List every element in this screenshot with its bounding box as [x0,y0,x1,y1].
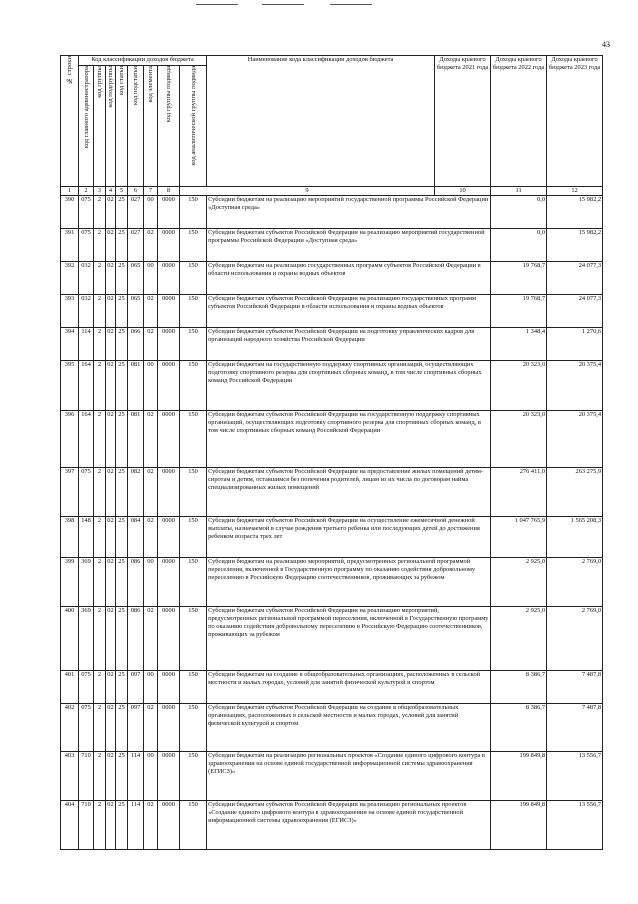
amount-2022-cell: 7 487,8 [547,671,603,704]
code-subtype-group-cell: 0000 [158,671,180,704]
code-element-cell: 00 [144,752,158,801]
code-subgroup-cell: 02 [106,196,116,229]
code-article-header: код статьи [116,66,128,187]
amount-2021-cell: 199 849,8 [491,752,547,801]
code-article-cell: 25 [116,801,128,850]
code-group-cell: 2 [94,328,106,361]
page-number: 43 [602,40,610,49]
code-subgroup-cell: 02 [106,295,116,328]
code-subgroup-cell: 02 [106,801,116,850]
amount-2022-cell: 263 275,9 [547,468,603,517]
code-analytic-group-cell: 150 [180,229,207,262]
code-group-cell: 2 [94,468,106,517]
code-element-cell: 02 [144,229,158,262]
code-admin-cell: 075 [79,704,94,752]
code-admin-cell: 075 [79,468,94,517]
code-article-cell: 25 [116,468,128,517]
code-element-cell: 02 [144,328,158,361]
table-row [61,607,603,671]
code-group-cell: 2 [94,607,106,671]
col-number: 12 [547,187,603,196]
code-subarticle-cell: 065 [128,295,144,328]
name-cell: Субсидии бюджетам субъектов Российской Федерации на подготовку управленческих кадров для организаций народного хозяйства Российской Федерации [207,328,491,361]
code-group-cell: 2 [94,262,106,295]
amount-2021-cell: 20 323,0 [491,411,547,468]
name-cell: Субсидии бюджетам на создание в общеобразовательных организациях, расположенных в сельской местности и малых городах, условий для занятий физической культурой и спортом [207,671,491,704]
name-cell: Субсидии бюджетам субъектов Российской Федерации на реализацию мероприятий государственной программы Российской Федерации «Доступная среда» [207,229,491,262]
code-admin-cell: 164 [79,411,94,468]
code-subgroup-cell: 02 [106,704,116,752]
code-article-cell: 25 [116,558,128,607]
amount-2022-cell: 13 556,7 [547,801,603,850]
table-row [61,262,603,295]
amount-2022-cell: 13 556,7 [547,752,603,801]
amount-2021-cell: 276 411,0 [491,468,547,517]
amount-2022-cell: 24 077,3 [547,262,603,295]
code-analytic-group-cell: 150 [180,411,207,468]
table-row [61,328,603,361]
code-element-cell: 02 [144,411,158,468]
name-cell: Субсидии бюджетам субъектов Российской Федерации на государственную поддержку спортивных организаций, осуществляющих подготовку спортивного резерва для спортивных сборных команд, в том числе спортивных сборных команд Российской Федерации [207,411,491,468]
code-article-cell: 25 [116,671,128,704]
code-subgroup-cell: 02 [106,361,116,411]
code-article-cell: 25 [116,196,128,229]
code-analytic-group-cell: 150 [180,262,207,295]
code-subarticle-cell: 086 [128,558,144,607]
code-subtype-group-cell: 0000 [158,361,180,411]
amount-2022-cell: 20 375,4 [547,411,603,468]
amount-2021-cell: 199 849,8 [491,801,547,850]
code-subarticle-cell: 086 [128,607,144,671]
code-analytic-group-cell: 150 [180,328,207,361]
amount-2021-cell: 20 323,0 [491,361,547,411]
code-element-cell: 00 [144,262,158,295]
code-subarticle-cell: 081 [128,361,144,411]
amount-2021-cell: 8 386,7 [491,704,547,752]
code-element-cell: 00 [144,361,158,411]
code-analytic-group-cell: 150 [180,671,207,704]
row-number-cell: 390 [61,196,79,229]
amount-2021-cell: 1 047 765,9 [491,517,547,558]
code-admin-cell: 369 [79,558,94,607]
amount-2021-cell: 2 925,0 [491,607,547,671]
code-subgroup-cell: 02 [106,671,116,704]
col-number: 6 [128,187,144,196]
code-admin-cell: 369 [79,607,94,671]
amount-2021-cell: 0,0 [491,229,547,262]
code-analytic-group-cell: 150 [180,468,207,517]
row-number-cell: 399 [61,558,79,607]
code-element-header: код элемента [144,66,158,187]
row-number-cell: 391 [61,229,79,262]
col-number: 10 [435,187,491,196]
table-row [61,361,603,411]
code-element-cell: 00 [144,196,158,229]
code-group-cell: 2 [94,704,106,752]
row-number-cell: 398 [61,517,79,558]
row-number-cell: 402 [61,704,79,752]
code-subgroup-cell: 02 [106,558,116,607]
code-element-cell: 02 [144,704,158,752]
col-number: 8 [158,187,180,196]
table-row [61,517,603,558]
code-subarticle-cell: 084 [128,517,144,558]
amount-2021-cell: 19 768,7 [491,295,547,328]
code-analytic-group-cell: 150 [180,517,207,558]
code-subarticle-cell: 097 [128,704,144,752]
name-cell: Субсидии бюджетам на реализацию региональных проектов «Создание единого цифрового контура в здравоохранении на основе единой государственной информационной системы здравоохранения (ЕГИСЗ)» [207,752,491,801]
code-element-cell: 00 [144,558,158,607]
amount-2021-cell: 0,0 [491,196,547,229]
code-group-cell: 2 [94,411,106,468]
code-subarticle-cell: 027 [128,196,144,229]
name-cell: Субсидии бюджетам на государственную поддержку спортивных организаций, осуществляющих подготовку спортивного резерва для спортивных сборных команд, в том числе спортивных сборных команд Российской Федерации [207,361,491,411]
name-cell: Субсидии бюджетам субъектов Российской Федерации на предоставление жилых помещений детям-сиротам и детям, оставшимся без попечения родителей, лицам из их числа по договорам найма специализированных жилых помещений [207,468,491,517]
amount-2022-cell: 20 375,4 [547,361,603,411]
amount-2022-cell: 2 769,0 [547,558,603,607]
code-subarticle-cell: 027 [128,229,144,262]
code-article-cell: 25 [116,517,128,558]
table-row [61,704,603,752]
code-group-cell: 2 [94,229,106,262]
code-admin-cell: 114 [79,328,94,361]
code-element-cell: 02 [144,607,158,671]
col-number: 4 [106,187,116,196]
code-subgroup-cell: 02 [106,328,116,361]
code-subarticle-cell: 114 [128,801,144,850]
code-element-cell: 02 [144,468,158,517]
code-admin-cell: 710 [79,752,94,801]
year-2023-header: Доходы краевого бюджета 2023 года [547,56,603,187]
year-2021-header: Доходы краевого бюджета 2021 года [435,56,491,187]
row-number-cell: 394 [61,328,79,361]
col-number: 3 [94,187,106,196]
row-number-cell: 397 [61,468,79,517]
code-element-cell: 00 [144,671,158,704]
amount-2022-cell: 1 270,6 [547,328,603,361]
amount-2021-cell: 2 925,0 [491,558,547,607]
code-subtype-group-cell: 0000 [158,517,180,558]
col-number: 11 [491,187,547,196]
name-cell: Субсидии бюджетам субъектов Российской Федерации на реализацию мероприятий, предусмотренных региональной программой переселения, включенной в Государственную программу по оказанию содействия добровольному переселению в Российскую Федерацию соотечественников, проживающих за рубежом [207,607,491,671]
col-number: 1 [61,187,79,196]
row-number-cell: 395 [61,361,79,411]
code-subtype-group-cell: 0000 [158,328,180,361]
amount-2022-cell: 7 487,8 [547,704,603,752]
code-admin-cell: 032 [79,262,94,295]
col-number: 7 [144,187,158,196]
top-rule-right [330,4,372,5]
row-number-cell: 393 [61,295,79,328]
code-subarticle-cell: 097 [128,671,144,704]
code-article-cell: 25 [116,607,128,671]
code-subarticle-cell: 082 [128,468,144,517]
code-group-header: код группы [94,66,106,187]
code-subgroup-cell: 02 [106,411,116,468]
name-cell: Субсидии бюджетам субъектов Российской Федерации на осуществление ежемесячной денежной выплаты, назначаемой в случае рождения третьего ребенка или последующих детей до достижения ребенком возраста трех лет [207,517,491,558]
amount-2021-cell: 19 768,7 [491,262,547,295]
amount-2022-cell: 1 565 208,3 [547,517,603,558]
amount-2022-cell: 15 982,2 [547,229,603,262]
code-subtype-group-cell: 0000 [158,262,180,295]
name-cell: Субсидии бюджетам субъектов Российской Федерации на реализацию региональных проектов «Создание единого цифрового контура в здравоохранении на основе единой государственной информационной системы здравоохранения (ЕГИСЗ)» [207,801,491,850]
name-column-header: Наименование кода классификации доходов бюджета [207,56,435,187]
amount-2022-cell: 15 982,2 [547,196,603,229]
name-cell: Субсидии бюджетам на реализацию мероприятий государственной программы Российской Федерации «Доступная среда» [207,196,491,229]
table-row [61,295,603,328]
code-analytic-group-header: код аналитической группы подвида [180,66,207,187]
code-analytic-group-cell: 150 [180,704,207,752]
code-subarticle-cell: 114 [128,752,144,801]
code-analytic-group-cell: 150 [180,607,207,671]
code-subgroup-cell: 02 [106,517,116,558]
table-row [61,196,603,229]
code-subtype-group-cell: 0000 [158,295,180,328]
code-group-cell: 2 [94,671,106,704]
code-subgroup-cell: 02 [106,607,116,671]
name-cell: Субсидии бюджетам на реализацию мероприятий, предусмотренных региональной программой переселения, включенной в Государственную программу по оказанию содействия добровольному переселению в Российскую Федерацию соотечественников, проживающих за рубежом [207,558,491,607]
code-admin-header: код главного администратора [79,66,94,187]
code-group-cell: 2 [94,361,106,411]
table-row [61,468,603,517]
code-group-cell: 2 [94,801,106,850]
code-article-cell: 25 [116,328,128,361]
col-number: 5 [116,187,128,196]
amount-2021-cell: 8 386,7 [491,671,547,704]
code-subtype-group-cell: 0000 [158,801,180,850]
code-analytic-group-cell: 150 [180,361,207,411]
code-article-cell: 25 [116,704,128,752]
code-analytic-group-cell: 150 [180,801,207,850]
code-group-cell: 2 [94,752,106,801]
table-row [61,801,603,850]
col-number: 2 [79,187,94,196]
code-subtype-group-cell: 0000 [158,607,180,671]
name-cell: Субсидии бюджетам субъектов Российской Федерации на создание в общеобразовательных организациях, расположенных в сельской местности и малых городах, условий для занятий физической культурой и спортом [207,704,491,752]
column-numbers-row [61,187,603,196]
row-number-cell: 403 [61,752,79,801]
code-subarticle-cell: 081 [128,411,144,468]
table-row [61,752,603,801]
code-article-cell: 25 [116,752,128,801]
classification-group-header: Код классификации доходов бюджета [79,56,207,66]
code-element-cell: 02 [144,517,158,558]
code-subarticle-header: код подстатьи [128,66,144,187]
code-analytic-group-cell: 150 [180,196,207,229]
row-number-cell: 396 [61,411,79,468]
col-number: 9 [180,187,435,196]
code-admin-cell: 032 [79,295,94,328]
code-group-cell: 2 [94,196,106,229]
code-subtype-group-cell: 0000 [158,558,180,607]
code-analytic-group-cell: 150 [180,295,207,328]
code-subtype-group-cell: 0000 [158,704,180,752]
table-row [61,671,603,704]
code-subarticle-cell: 066 [128,328,144,361]
code-subtype-group-cell: 0000 [158,196,180,229]
name-cell: Субсидии бюджетам субъектов Российской Федерации на реализацию государственных программ субъектов Российской Федерации в области использования и охраны водных объектов [207,295,491,328]
code-subgroup-header: код подгруппы [106,66,116,187]
code-admin-cell: 148 [79,517,94,558]
code-admin-cell: 075 [79,196,94,229]
code-analytic-group-cell: 150 [180,558,207,607]
code-subgroup-cell: 02 [106,229,116,262]
table-row [61,411,603,468]
amount-2022-cell: 2 769,0 [547,607,603,671]
code-subtype-group-cell: 0000 [158,468,180,517]
code-admin-cell: 164 [79,361,94,411]
code-element-cell: 02 [144,295,158,328]
code-subgroup-cell: 02 [106,752,116,801]
code-admin-cell: 710 [79,801,94,850]
code-article-cell: 25 [116,229,128,262]
code-element-cell: 02 [144,801,158,850]
code-article-cell: 25 [116,361,128,411]
amount-2022-cell: 24 077,3 [547,295,603,328]
code-subarticle-cell: 065 [128,262,144,295]
table-row [61,558,603,607]
amount-2021-cell: 1 348,4 [491,328,547,361]
code-subtype-group-cell: 0000 [158,411,180,468]
revenue-classification-table [60,55,603,850]
code-group-cell: 2 [94,517,106,558]
top-rule-left [196,4,238,5]
code-subtype-group-header: код группы подвида [158,66,180,187]
code-group-cell: 2 [94,558,106,607]
code-article-cell: 25 [116,411,128,468]
code-analytic-group-cell: 150 [180,752,207,801]
table-row [61,229,603,262]
year-2022-header: Доходы краевого бюджета 2022 года [491,56,547,187]
top-rule-middle [262,4,304,5]
code-subtype-group-cell: 0000 [158,229,180,262]
name-cell: Субсидии бюджетам на реализацию государственных программ субъектов Российской Федерации в области использования и охраны водных объектов [207,262,491,295]
row-number-cell: 401 [61,671,79,704]
code-article-cell: 25 [116,262,128,295]
row-number-header: № строки [61,56,79,187]
code-subtype-group-cell: 0000 [158,752,180,801]
code-article-cell: 25 [116,295,128,328]
row-number-cell: 392 [61,262,79,295]
code-group-cell: 2 [94,295,106,328]
row-number-cell: 400 [61,607,79,671]
code-subgroup-cell: 02 [106,468,116,517]
row-number-cell: 404 [61,801,79,850]
code-admin-cell: 075 [79,229,94,262]
code-admin-cell: 075 [79,671,94,704]
code-subgroup-cell: 02 [106,262,116,295]
